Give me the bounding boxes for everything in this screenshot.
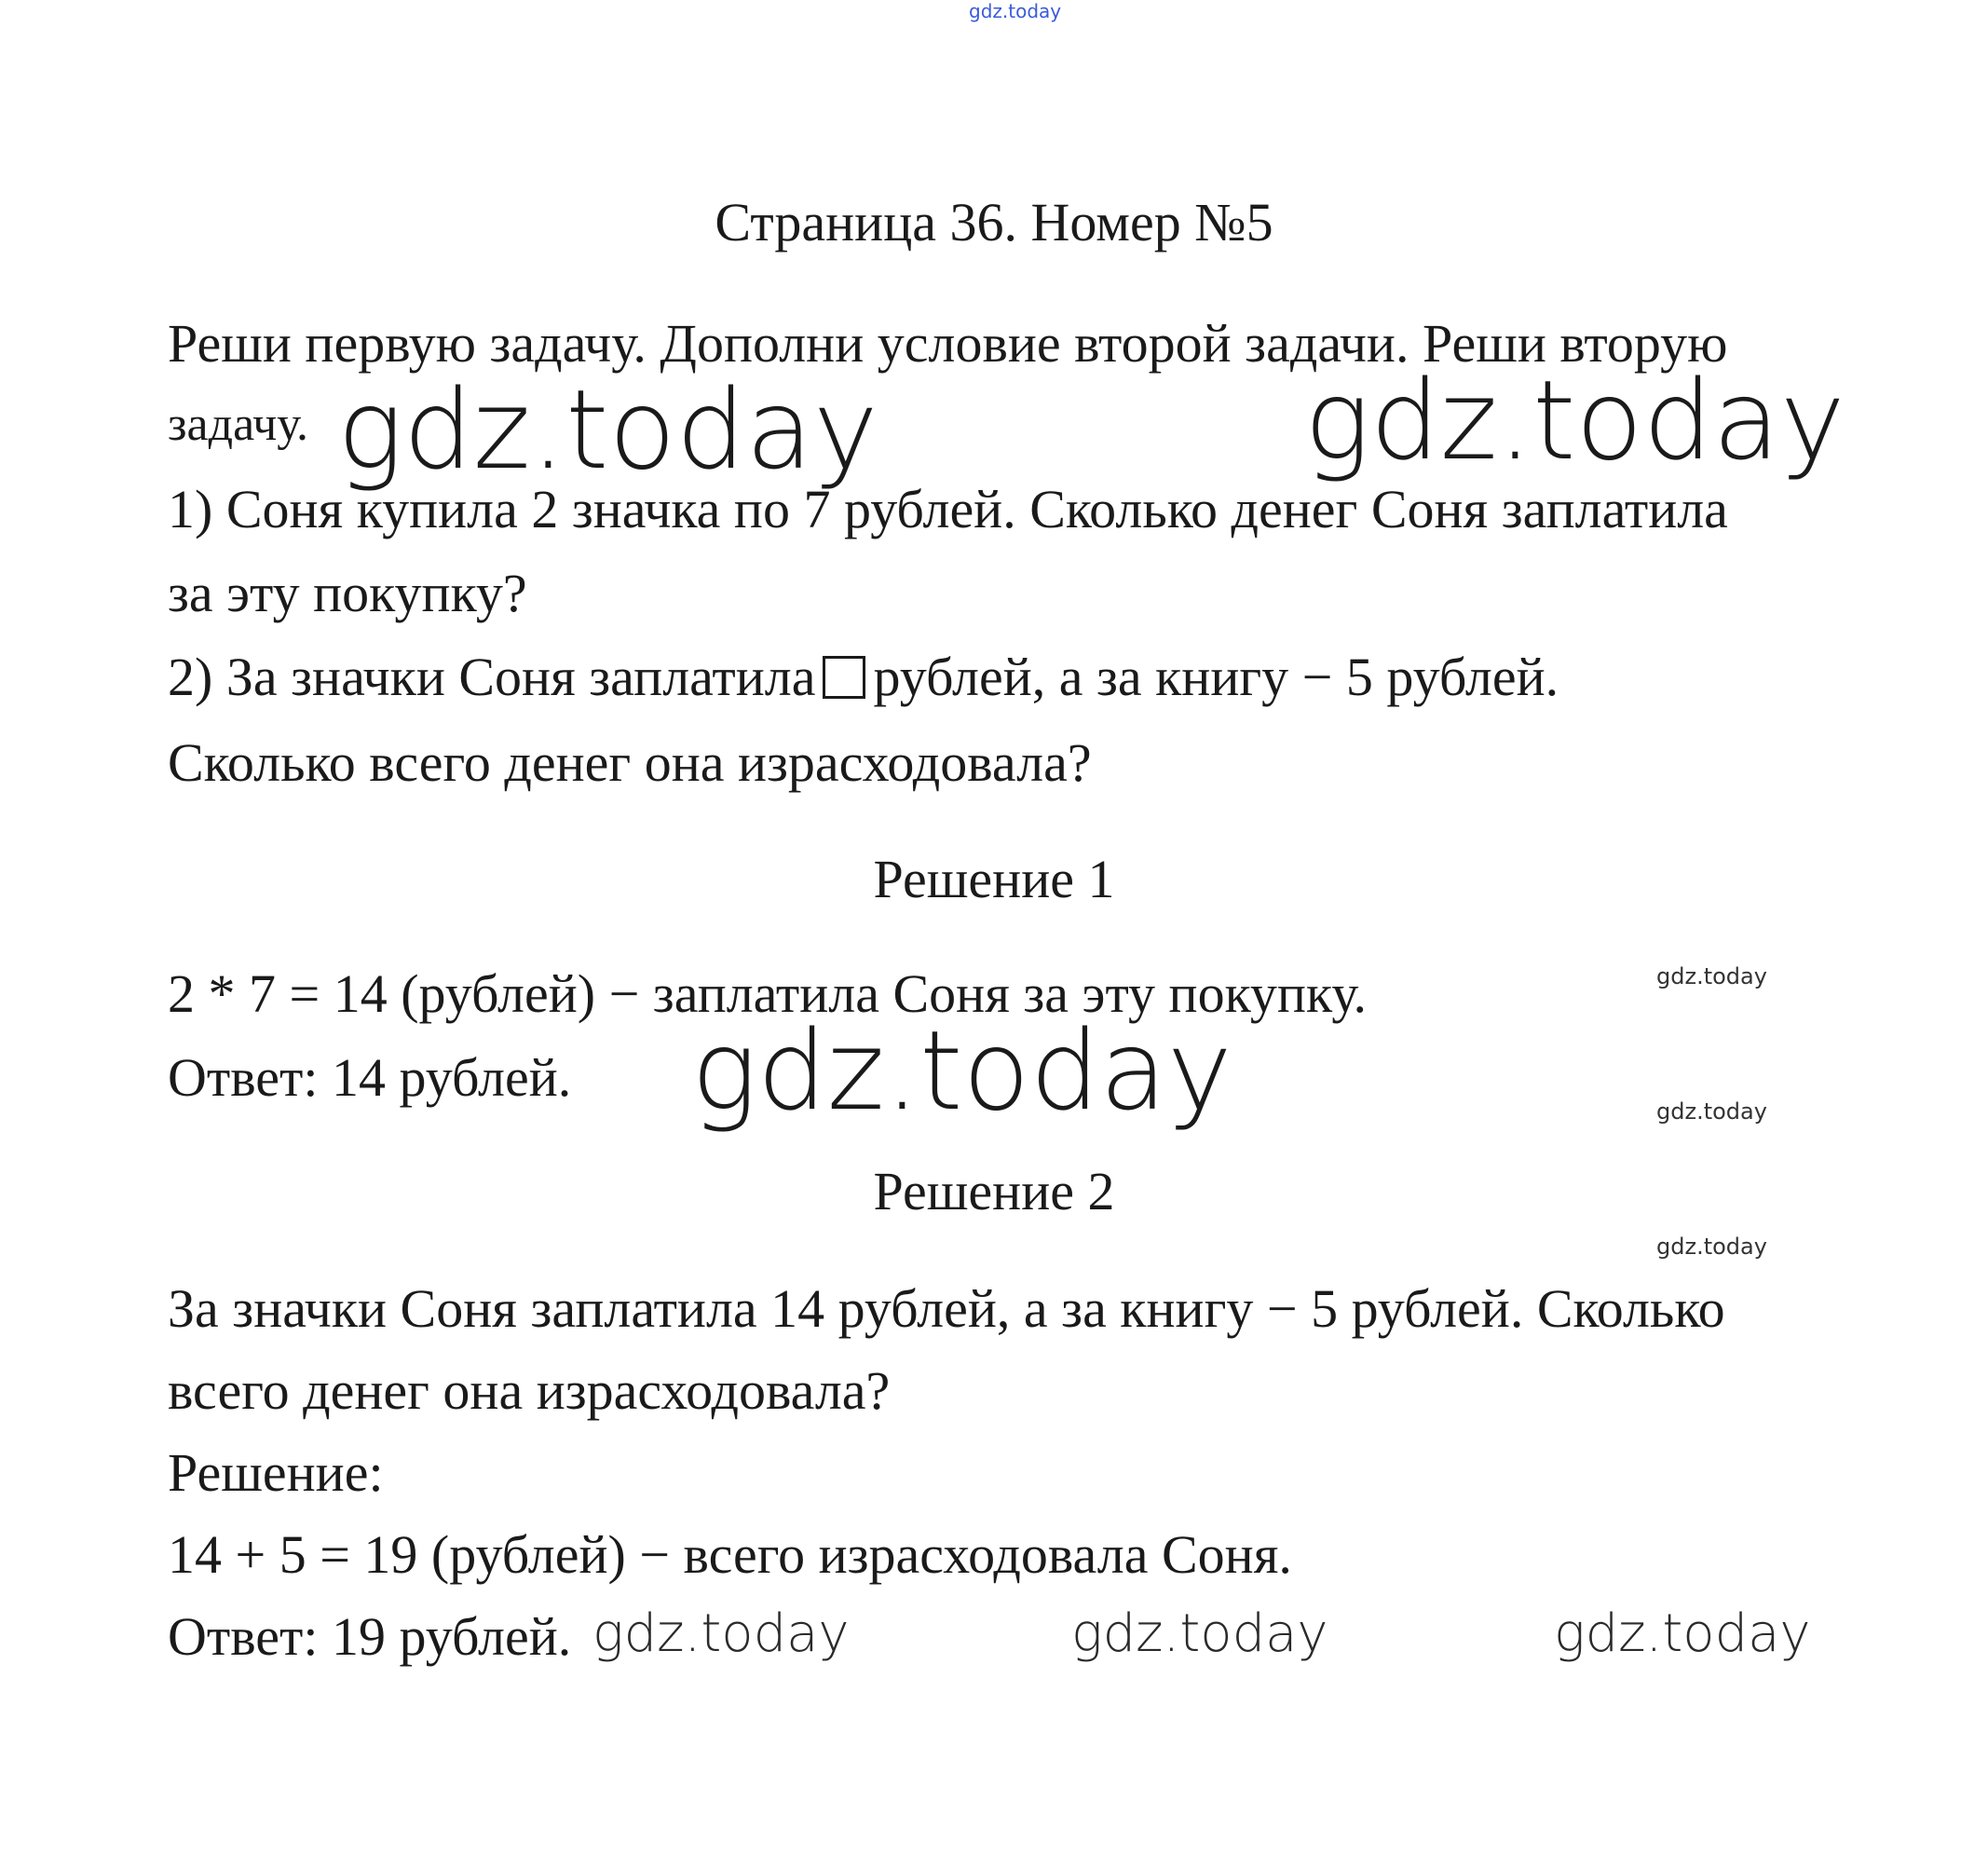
blank-box-icon (823, 656, 865, 699)
solution1-answer: Ответ: 14 рублей. (168, 1047, 572, 1108)
page-title: Страница 36. Номер №5 (715, 192, 1273, 252)
solution1-heading: Решение 1 (873, 849, 1115, 909)
solution2-heading: Решение 2 (873, 1161, 1115, 1221)
watermark-small-3: gdz.today (1656, 1234, 1767, 1260)
watermark-large-2: gdz.today (1304, 356, 1845, 484)
solution2-line2: всего денег она израсходовала? (168, 1360, 891, 1421)
watermark-medium-2: gdz.today (1071, 1603, 1328, 1664)
watermark-medium-1: gdz.today (592, 1603, 850, 1664)
watermark-small-1: gdz.today (1656, 963, 1767, 989)
problem2-line1-before: 2) За значки Соня заплатила (168, 647, 816, 707)
solution1-line1: 2 * 7 = 14 (рублей) − заплатила Соня за эту покупку. (168, 963, 1368, 1024)
problem2-line1 (168, 647, 1559, 707)
problem2-line2: Сколько всего денег она израсходовала? (168, 732, 1092, 793)
task-intro-line1: Реши первую задачу. Дополни условие второй задачи. Реши вторую (168, 313, 1728, 374)
problem1-line2: за эту покупку? (168, 563, 527, 623)
top-watermark: gdz.today (969, 0, 1062, 22)
solution2-answer: Ответ: 19 рублей. (168, 1606, 572, 1667)
solution2-line3: 14 + 5 = 19 (рублей) − всего израсходовала Соня. (168, 1524, 1292, 1585)
watermark-medium-3: gdz.today (1554, 1603, 1811, 1664)
problem1-line1: 1) Соня купила 2 значка по 7 рублей. Сколько денег Соня заплатила (168, 479, 1728, 539)
task-intro-line2: задачу. (168, 398, 309, 451)
problem2-line1-after: рублей, а за книгу − 5 рублей. (873, 647, 1559, 707)
watermark-small-2: gdz.today (1656, 1098, 1767, 1125)
solution2-label: Решение: (168, 1442, 384, 1503)
watermark-large-3: gdz.today (691, 1006, 1232, 1135)
solution2-line1: За значки Соня заплатила 14 рублей, а за книгу − 5 рублей. Сколько (168, 1278, 1725, 1339)
watermark-large-1: gdz.today (337, 365, 878, 494)
